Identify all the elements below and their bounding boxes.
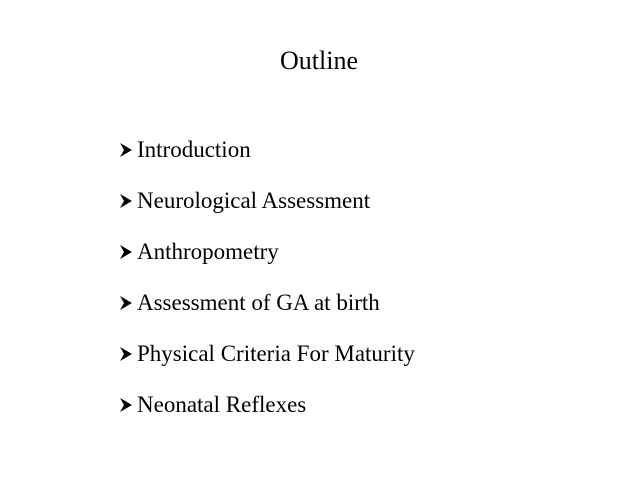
list-item-label: Neonatal Reflexes xyxy=(137,391,307,417)
list-item xyxy=(119,175,415,226)
list-item xyxy=(119,277,415,328)
outline-list xyxy=(119,124,415,430)
list-item-label: Introduction xyxy=(137,136,251,162)
list-item xyxy=(119,124,415,175)
list-item xyxy=(119,328,415,379)
list-item xyxy=(119,379,415,430)
list-item-label: Anthropometry xyxy=(137,238,279,264)
list-item-label: Assessment of GA at birth xyxy=(137,289,380,315)
arrowhead-bullet-icon xyxy=(119,193,133,209)
arrowhead-bullet-icon xyxy=(119,346,133,362)
arrowhead-bullet-icon xyxy=(119,295,133,311)
arrowhead-bullet-icon xyxy=(119,397,133,413)
list-item-label: Neurological Assessment xyxy=(137,187,371,213)
arrowhead-bullet-icon xyxy=(119,244,133,260)
list-item xyxy=(119,226,415,277)
arrowhead-bullet-icon xyxy=(119,142,133,158)
list-item-label: Physical Criteria For Maturity xyxy=(137,340,415,366)
slide-title: Outline xyxy=(280,46,358,75)
